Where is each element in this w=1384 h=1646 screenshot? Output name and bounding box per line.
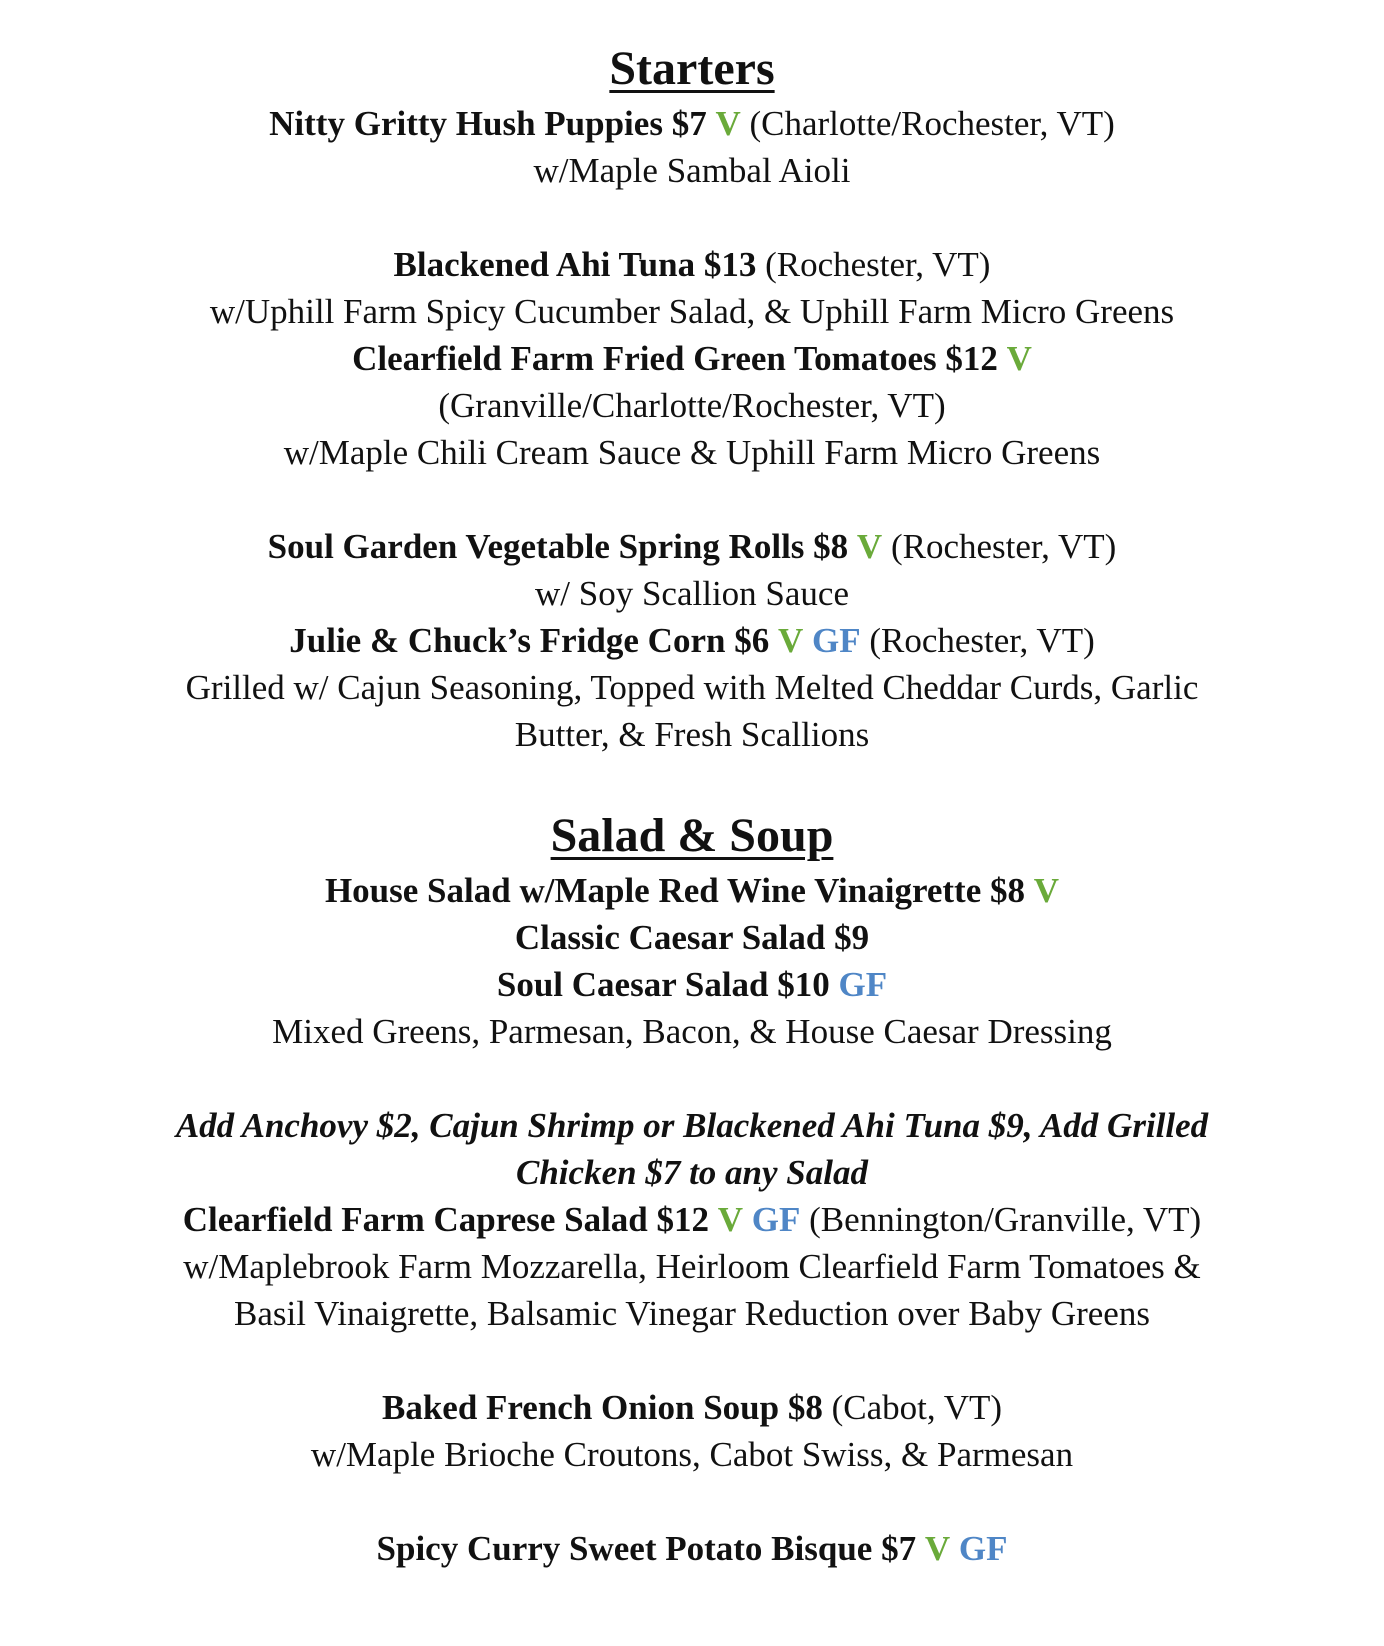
spacer — [0, 1337, 1384, 1384]
item-origin: (Rochester, VT) — [765, 245, 991, 284]
item-name: Classic Caesar Salad $9 — [514, 918, 870, 957]
spacer — [0, 1478, 1384, 1525]
item-description: w/Uphill Farm Spicy Cucumber Salad, & Uphill Farm Micro Greens — [209, 292, 1175, 331]
item-description: w/Maple Chili Cream Sauce & Uphill Farm Micro Greens — [283, 433, 1101, 472]
spacer — [0, 758, 1384, 805]
item-name: Julie & Chuck’s Fridge Corn $6 — [289, 621, 770, 660]
gluten-free-badge: GF — [958, 1529, 1008, 1568]
item-name: Soul Garden Vegetable Spring Rolls $8 — [267, 527, 849, 566]
menu-item-hush-puppies — [0, 100, 1384, 147]
item-description: w/Maple Brioche Croutons, Cabot Swiss, & Parmesan — [310, 1435, 1074, 1474]
spacer — [0, 476, 1384, 523]
salad-soup-heading — [0, 805, 1384, 867]
menu-item-onion-soup — [0, 1384, 1384, 1431]
item-origin: (Granville/Charlotte/Rochester, VT) — [438, 386, 946, 425]
item-origin: (Bennington/Granville, VT) — [809, 1200, 1202, 1239]
item-name: Clearfield Farm Caprese Salad $12 — [182, 1200, 710, 1239]
item-description: w/Maple Sambal Aioli — [533, 151, 851, 190]
vegetarian-badge: V — [717, 1200, 744, 1239]
item-description: Butter, & Fresh Scallions — [514, 715, 870, 754]
item-description: Basil Vinaigrette, Balsamic Vinegar Reduction over Baby Greens — [234, 1294, 1150, 1333]
salad-add-ons: Add Anchovy $2, Cajun Shrimp or Blackened Ahi Tuna $9, Add Grilled — [175, 1106, 1209, 1145]
menu-item-caprese — [0, 1196, 1384, 1243]
item-description: w/ Soy Scallion Sauce — [535, 574, 849, 613]
vegetarian-badge: V — [924, 1529, 951, 1568]
item-description: w/Maplebrook Farm Mozzarella, Heirloom Clearfield Farm Tomatoes & — [183, 1247, 1201, 1286]
item-description: Grilled w/ Cajun Seasoning, Topped with Melted Cheddar Curds, Garlic — [185, 668, 1199, 707]
item-name: Soul Caesar Salad $10 — [496, 965, 830, 1004]
menu-item-spring-rolls — [0, 523, 1384, 570]
menu-item-soul-caesar — [0, 961, 1384, 1008]
vegetarian-badge: V — [1006, 339, 1032, 378]
item-origin: (Rochester, VT) — [890, 527, 1117, 566]
vegetarian-badge: V — [715, 104, 741, 143]
menu-item-ahi-tuna — [0, 241, 1384, 288]
salad-add-ons: Chicken $7 to any Salad — [516, 1153, 868, 1192]
item-name: House Salad w/Maple Red Wine Vinaigrette $8 — [324, 871, 1025, 910]
item-name: Spicy Curry Sweet Potato Bisque $7 — [376, 1529, 917, 1568]
item-origin: (Rochester, VT) — [869, 621, 1095, 660]
gluten-free-badge: GF — [751, 1200, 801, 1239]
menu-item-house-salad — [0, 867, 1384, 914]
gluten-free-badge: GF — [838, 965, 888, 1004]
spacer — [0, 194, 1384, 241]
item-description: Mixed Greens, Parmesan, Bacon, & House Caesar Dressing — [272, 1012, 1112, 1051]
menu-item-bisque — [0, 1525, 1384, 1572]
item-origin: (Charlotte/Rochester, VT) — [749, 104, 1115, 143]
starters-heading-text: Starters — [609, 42, 775, 95]
item-name: Clearfield Farm Fried Green Tomatoes $12 — [352, 339, 998, 378]
vegetarian-badge: V — [777, 621, 804, 660]
spacer — [0, 1055, 1384, 1102]
item-name: Nitty Gritty Hush Puppies $7 — [269, 104, 707, 143]
vegetarian-badge: V — [856, 527, 883, 566]
starters-heading — [0, 38, 1384, 100]
gluten-free-badge: GF — [811, 621, 861, 660]
menu-item-fridge-corn — [0, 617, 1384, 664]
vegetarian-badge: V — [1033, 871, 1060, 910]
salad-soup-heading-text: Salad & Soup — [550, 809, 834, 862]
item-name: Baked French Onion Soup $8 — [381, 1388, 823, 1427]
menu-item-classic-caesar — [0, 914, 1384, 961]
item-origin: (Cabot, VT) — [831, 1388, 1003, 1427]
menu-item-green-tomatoes — [0, 335, 1384, 382]
item-name: Blackened Ahi Tuna $13 — [393, 245, 757, 284]
